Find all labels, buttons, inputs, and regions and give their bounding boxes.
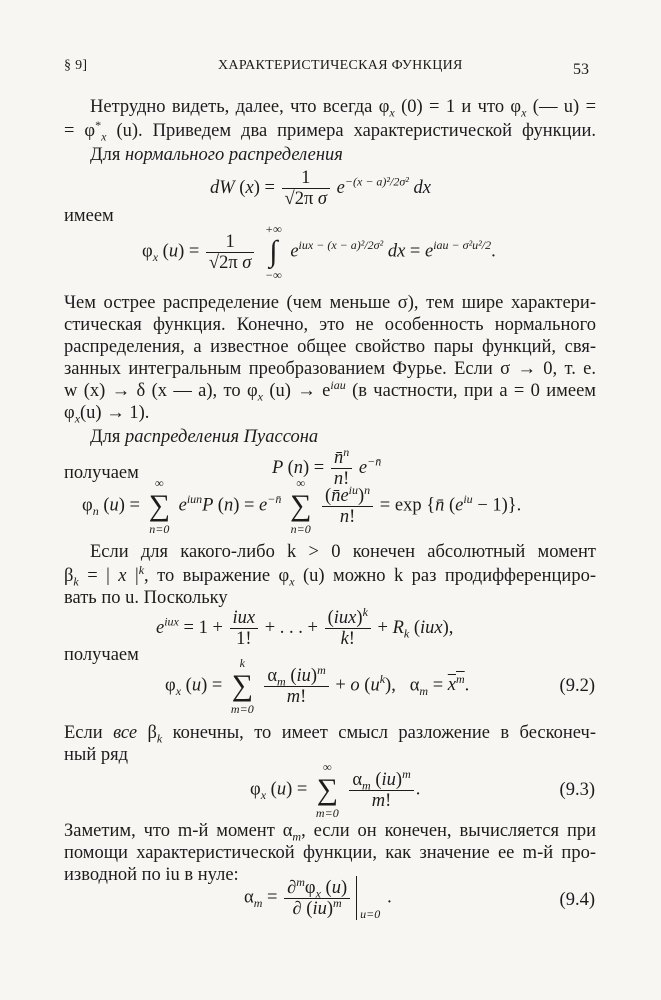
paragraph-4: Для распределения Пуассона [90,427,319,447]
paragraph-6-line-1: Если все $\beta_k$ конечны, то имеет смысл разложение в бесконеч- [64,723,596,744]
label-poluchaem-1: получаем [64,463,139,483]
paragraph-3-line-2: стическая функция. Конечно, это не особенность нормального [64,315,596,335]
paragraph-3-line-3: распределения, а известное общее свойство пары функций, свя- [64,337,596,357]
equation-poisson-char-function: $\varphi_n$ (u) = ∞ ∑ n=0 $e^{iun}P$ $(n) = e^{-n̄}$ ∞ ∑ n=0 $\frac{(n̄e^{iu})^n}{n!}$ = exp {n̄ $(e^{iu} - 1)$}. [82,476,522,536]
label-imeem: имеем [64,206,114,226]
equation-9-4: $\alpha_m$ = $\frac{\partial^m\varphi_x (u)}{\partial (iu)^m}$ u=0 . [244,874,392,921]
paragraph-3-line-1: Чем острее распределение (чем меньше σ), тем шире характери- [64,293,596,313]
equation-normal-distribution: dW (x) = $\frac{1}{\text{√2π σ}}$ $e^{-(x - a)^2/2\sigma^2}$ dx [210,168,431,209]
equation-9-3: $\varphi_x$ (u) = ∞ ∑ m=0 $\frac{\alpha_m (iu)^m}{m!}$ . [250,760,421,820]
equation-9-4-label: (9.4) [559,890,595,910]
label-poluchaem-2: получаем [64,645,139,665]
paragraph-2: Для нормального распределения [90,145,343,165]
paragraph-7-line-3: изводной по iu в нуле: [64,865,239,885]
paragraph-1-line-2: = $\varphi^*_x$ (u). Приведем два примера характеристической функции. [64,120,596,142]
paragraph-1-line-1: Нетрудно видеть, далее, что всегда $\varphi_x$ (0) = 1 и что $\varphi_x$ (— u) = [90,97,596,118]
paragraph-7-line-2: помощи характеристической функции, как значение ее m-й про- [64,843,596,863]
paragraph-3-line-4: занных интегральным преобразованием Фурье. Если σ → 0, т. е. [64,359,596,379]
equation-normal-char-function: $\varphi_x$ (u) = $\frac{1}{\text{√2π σ}}$ +∞ ∫ −∞ $e^{iux - (x - a)^2/2\sigma^2}$ dx = $e^{iau - \sigma^2u^2/2}$. [142,222,496,282]
paragraph-3-line-5: w (x) → δ (x — a), то $\varphi_x$ $(u) \to e^{iau}$ (в частности, при a = 0 имеем [64,380,596,402]
page-number: 53 [573,61,589,78]
paragraph-3-line-6: $\varphi_x(u) \to 1$). [64,403,150,424]
paragraph-5-line-1: Если для какого-либо k > 0 конечен абсолютный момент [90,542,596,562]
equation-poisson: P (n) = $\frac{n̄^n}{n!}$ $e^{-n̄}$ [272,444,382,489]
equation-9-2-label: (9.2) [559,676,595,696]
equation-taylor-expansion: $e^{iux} = 1$ + $\frac{\text{iux}}{1!}$ + . . . + $\frac{(iux)^k}{k!}$ + $R_k$ (iux), [156,604,454,649]
paragraph-6-line-2: ный ряд [64,745,129,765]
equation-9-3-label: (9.3) [559,780,595,800]
equation-9-2: $\varphi_x$ (u) = k ∑ m=0 $\frac{\alpha_m (iu)^m}{m!}$ + o $(u^k)$, $\alpha_m = x^m$. [165,656,470,716]
paragraph-5-line-2: $\beta_k$ = | x $|^k$, то выражение $\varphi_x$ (u) можно k раз продифференциро- [64,565,596,587]
paragraph-7-line-1: Заметим, что m-й момент $\alpha_m$, если он конечен, вычисляется при [64,821,596,842]
section-ref: § 9] [64,58,88,73]
paragraph-5-line-3: вать по u. Поскольку [64,588,228,608]
running-title: ХАРАКТЕРИСТИЧЕСКАЯ ФУНКЦИЯ [218,58,463,73]
